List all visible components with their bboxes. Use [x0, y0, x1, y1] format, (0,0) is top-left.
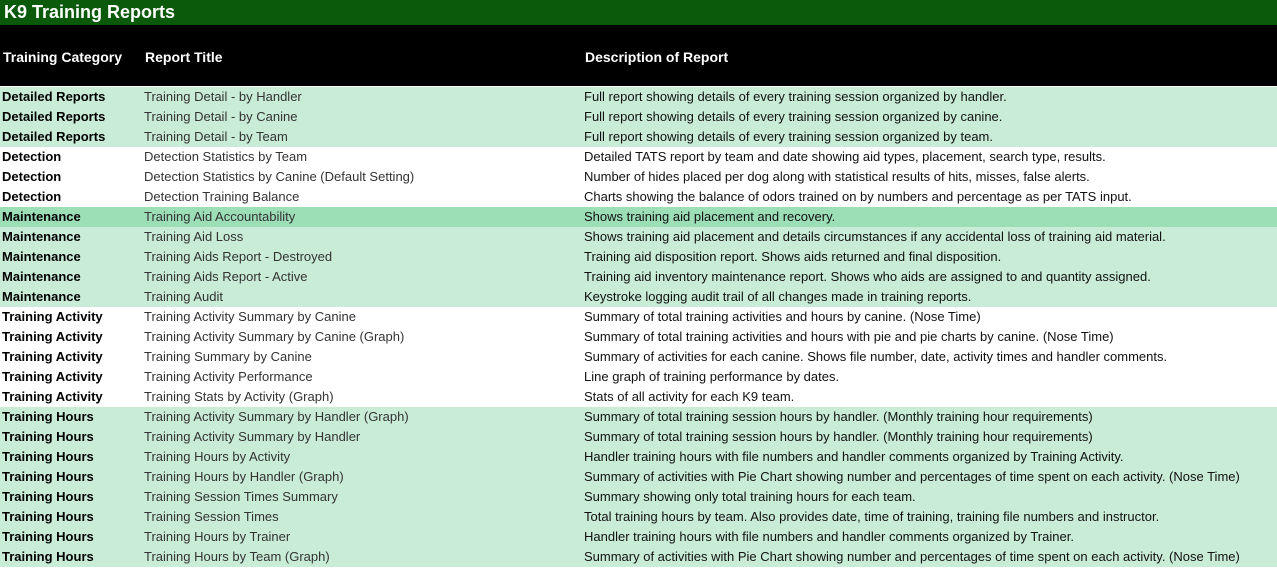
cell-report-title[interactable]: Training Activity Summary by Handler: [144, 427, 584, 447]
cell-report-title[interactable]: Training Audit: [144, 287, 584, 307]
cell-report-title[interactable]: Training Aid Accountability: [144, 207, 584, 227]
cell-report-title[interactable]: Detection Training Balance: [144, 187, 584, 207]
cell-training-category[interactable]: Detailed Reports: [0, 107, 144, 127]
cell-report-title[interactable]: Training Detail - by Team: [144, 127, 584, 147]
cell-description[interactable]: Full report showing details of every training session organized by handler.: [584, 87, 1277, 107]
table-row[interactable]: [0, 207, 1277, 227]
table-row[interactable]: [0, 467, 1277, 487]
cell-description[interactable]: Summary of activities for each canine. Shows file number, date, activity times and handler comments.: [584, 347, 1277, 367]
cell-training-category[interactable]: Maintenance: [0, 267, 144, 287]
cell-report-title[interactable]: Training Hours by Trainer: [144, 527, 584, 547]
cell-training-category[interactable]: Detection: [0, 187, 144, 207]
cell-training-category[interactable]: Training Hours: [0, 467, 144, 487]
cell-training-category[interactable]: Detection: [0, 147, 144, 167]
header-row: [0, 25, 1277, 86]
sheet-title: K9 Training Reports: [0, 0, 1277, 25]
cell-description[interactable]: Summary showing only total training hours for each team.: [584, 487, 1277, 507]
cell-description[interactable]: Summary of activities with Pie Chart showing number and percentages of time spent on each activity. (Nose Time): [584, 547, 1277, 567]
cell-report-title[interactable]: Detection Statistics by Team: [144, 147, 584, 167]
cell-description[interactable]: Full report showing details of every training session organized by team.: [584, 127, 1277, 147]
cell-description[interactable]: Summary of total training activities and hours with pie and pie charts by canine. (Nose Time): [584, 327, 1277, 347]
cell-report-title[interactable]: Training Hours by Team (Graph): [144, 547, 584, 567]
cell-report-title[interactable]: Training Summary by Canine: [144, 347, 584, 367]
cell-training-category[interactable]: Training Activity: [0, 367, 144, 387]
cell-description[interactable]: Summary of activities with Pie Chart showing number and percentages of time spent on each activity. (Nose Time): [584, 467, 1277, 487]
cell-description[interactable]: Total training hours by team. Also provides date, time of training, training file numbers and instructor.: [584, 507, 1277, 527]
header-report-title[interactable]: Report Title: [145, 49, 223, 65]
cell-training-category[interactable]: Training Activity: [0, 307, 144, 327]
table-row[interactable]: [0, 447, 1277, 467]
table-row[interactable]: [0, 247, 1277, 267]
cell-report-title[interactable]: Training Hours by Handler (Graph): [144, 467, 584, 487]
cell-description[interactable]: Handler training hours with file numbers and handler comments organized by Trainer.: [584, 527, 1277, 547]
cell-report-title[interactable]: Training Detail - by Canine: [144, 107, 584, 127]
cell-training-category[interactable]: Training Activity: [0, 327, 144, 347]
cell-report-title[interactable]: Training Aids Report - Destroyed: [144, 247, 584, 267]
cell-training-category[interactable]: Training Activity: [0, 387, 144, 407]
cell-description[interactable]: Summary of total training activities and hours by canine. (Nose Time): [584, 307, 1277, 327]
cell-report-title[interactable]: Training Session Times: [144, 507, 584, 527]
cell-description[interactable]: Stats of all activity for each K9 team.: [584, 387, 1277, 407]
cell-training-category[interactable]: Detection: [0, 167, 144, 187]
cell-training-category[interactable]: Training Hours: [0, 507, 144, 527]
table-row[interactable]: [0, 427, 1277, 447]
table-row[interactable]: [0, 387, 1277, 407]
table-row[interactable]: [0, 147, 1277, 167]
table-row[interactable]: [0, 167, 1277, 187]
table-row[interactable]: [0, 287, 1277, 307]
cell-description[interactable]: Keystroke logging audit trail of all changes made in training reports.: [584, 287, 1277, 307]
cell-description[interactable]: Shows training aid placement and recovery.: [584, 207, 1277, 227]
cell-description[interactable]: Training aid inventory maintenance report. Shows who aids are assigned to and quantity assigned.: [584, 267, 1277, 287]
header-training-category[interactable]: Training Category: [3, 49, 123, 65]
cell-training-category[interactable]: Maintenance: [0, 287, 144, 307]
table-row[interactable]: [0, 127, 1277, 147]
cell-training-category[interactable]: Training Activity: [0, 347, 144, 367]
reports-table: [0, 87, 1277, 567]
cell-training-category[interactable]: Training Hours: [0, 447, 144, 467]
cell-description[interactable]: Handler training hours with file numbers and handler comments organized by Training Activity.: [584, 447, 1277, 467]
table-row[interactable]: [0, 327, 1277, 347]
table-row[interactable]: [0, 487, 1277, 507]
table-row[interactable]: [0, 547, 1277, 567]
header-description[interactable]: Description of Report: [585, 49, 729, 65]
cell-report-title[interactable]: Training Activity Summary by Canine: [144, 307, 584, 327]
table-row[interactable]: [0, 347, 1277, 367]
cell-report-title[interactable]: Training Activity Summary by Canine (Graph): [144, 327, 584, 347]
cell-description[interactable]: Training aid disposition report. Shows aids returned and final disposition.: [584, 247, 1277, 267]
cell-report-title[interactable]: Detection Statistics by Canine (Default Setting): [144, 167, 584, 187]
table-row[interactable]: [0, 107, 1277, 127]
cell-training-category[interactable]: Training Hours: [0, 487, 144, 507]
table-row[interactable]: [0, 307, 1277, 327]
cell-report-title[interactable]: Training Hours by Activity: [144, 447, 584, 467]
cell-training-category[interactable]: Training Hours: [0, 547, 144, 567]
table-row[interactable]: [0, 407, 1277, 427]
table-row[interactable]: [0, 227, 1277, 247]
cell-report-title[interactable]: Training Stats by Activity (Graph): [144, 387, 584, 407]
cell-description[interactable]: Detailed TATS report by team and date showing aid types, placement, search type, results.: [584, 147, 1277, 167]
cell-description[interactable]: Shows training aid placement and details circumstances if any accidental loss of training aid material.: [584, 227, 1277, 247]
cell-training-category[interactable]: Training Hours: [0, 527, 144, 547]
cell-training-category[interactable]: Training Hours: [0, 427, 144, 447]
cell-description[interactable]: Line graph of training performance by dates.: [584, 367, 1277, 387]
cell-training-category[interactable]: Training Hours: [0, 407, 144, 427]
cell-report-title[interactable]: Training Aid Loss: [144, 227, 584, 247]
cell-description[interactable]: Summary of total training session hours by handler. (Monthly training hour requirements): [584, 407, 1277, 427]
table-row[interactable]: [0, 87, 1277, 107]
cell-training-category[interactable]: Maintenance: [0, 227, 144, 247]
table-row[interactable]: [0, 527, 1277, 547]
cell-report-title[interactable]: Training Session Times Summary: [144, 487, 584, 507]
cell-report-title[interactable]: Training Activity Performance: [144, 367, 584, 387]
cell-training-category[interactable]: Maintenance: [0, 247, 144, 267]
cell-report-title[interactable]: Training Activity Summary by Handler (Graph): [144, 407, 584, 427]
cell-report-title[interactable]: Training Aids Report - Active: [144, 267, 584, 287]
cell-training-category[interactable]: Detailed Reports: [0, 127, 144, 147]
cell-description[interactable]: Charts showing the balance of odors trained on by numbers and percentage as per TATS input.: [584, 187, 1277, 207]
cell-report-title[interactable]: Training Detail - by Handler: [144, 87, 584, 107]
table-row[interactable]: [0, 187, 1277, 207]
cell-description[interactable]: Number of hides placed per dog along with statistical results of hits, misses, false alerts.: [584, 167, 1277, 187]
table-row[interactable]: [0, 367, 1277, 387]
table-row[interactable]: [0, 507, 1277, 527]
cell-description[interactable]: Summary of total training session hours by handler. (Monthly training hour requirements): [584, 427, 1277, 447]
cell-training-category[interactable]: Maintenance: [0, 207, 144, 227]
cell-training-category[interactable]: Detailed Reports: [0, 87, 144, 107]
table-row[interactable]: [0, 267, 1277, 287]
cell-description[interactable]: Full report showing details of every training session organized by canine.: [584, 107, 1277, 127]
